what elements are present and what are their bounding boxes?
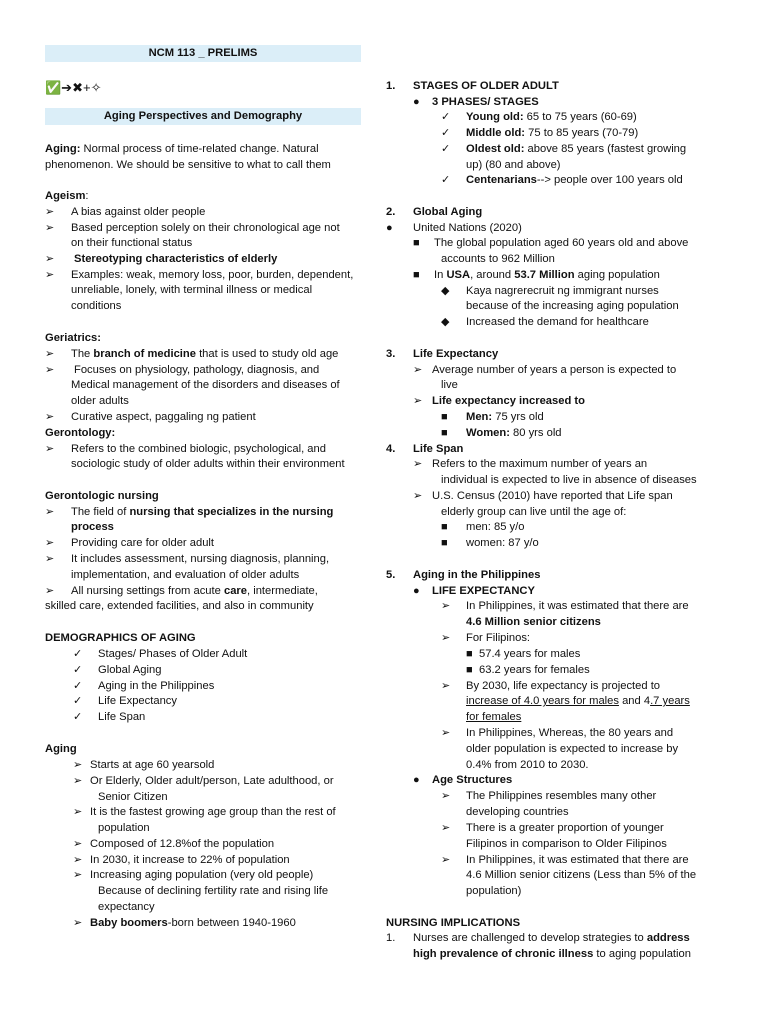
philippines-item: By 2030, life expectancy is projected to	[466, 680, 661, 692]
dot-bullet-icon: ●	[386, 222, 393, 234]
demographics-item: Life Expectancy	[98, 695, 177, 707]
geriatrics-heading: Geriatrics:	[45, 332, 101, 344]
gerontologic-nursing-heading: Gerontologic nursing	[45, 490, 159, 502]
global-aging-item: because of the increasing aging population	[466, 300, 679, 312]
philippines-item: 0.4% from 2010 to 2030.	[466, 759, 589, 771]
section-title-band	[45, 108, 361, 125]
global-aging-item: Increased the demand for healthcare	[466, 316, 649, 328]
arrow-bullet-icon: ➢	[45, 506, 55, 518]
arrow-bullet-icon: ➢	[45, 364, 55, 376]
aging-item: Composed of 12.8%of the population	[90, 838, 275, 850]
global-aging-item: The global population aged 60 years old and above	[434, 237, 689, 249]
arrow-bullet-icon: ➢	[45, 585, 55, 597]
life-expectancy-heading: Life Expectancy	[413, 348, 499, 360]
philippines-item: increase of 4.0 years for males and 4.7 years	[466, 695, 690, 707]
age-structures-item: 4.6 Million senior citizens (Less than 5% of the	[466, 869, 697, 881]
life-span-item: Refers to the maximum number of years an	[432, 458, 648, 470]
arrow-bullet-icon: ➢	[45, 537, 55, 549]
arrow-bullet-icon: ➢	[73, 854, 83, 866]
arrow-bullet-icon: ➢	[45, 443, 55, 455]
check-bullet-icon: ✓	[441, 143, 451, 155]
global-aging-item: In USA, around 53.7 Million aging population	[434, 269, 660, 281]
age-structures-item: The Philippines resembles many other	[466, 790, 657, 802]
philippines-heading: Aging in the Philippines	[413, 569, 541, 581]
arrow-bullet-icon: ➢	[441, 790, 451, 802]
check-bullet-icon: ✓	[441, 127, 451, 139]
aging-item: Because of declining fertility rate and rising life	[98, 885, 329, 897]
check-bullet-icon: ✓	[73, 711, 83, 723]
square-bullet-icon: ■	[441, 537, 448, 549]
aging-item: Baby boomers-born between 1940-1960	[90, 917, 296, 929]
life-span-item: U.S. Census (2010) have reported that Life span	[432, 490, 673, 502]
arrow-bullet-icon: ➢	[45, 222, 55, 234]
stage-item: Oldest old: above 85 years (fastest growing	[466, 143, 687, 155]
aging-item: In 2030, it increase to 22% of population	[90, 854, 290, 866]
dot-bullet-icon: ●	[413, 774, 420, 786]
arrow-bullet-icon: ➢	[45, 553, 55, 565]
check-bullet-icon: ✓	[441, 111, 451, 123]
section-number: 4.	[386, 443, 396, 455]
dot-bullet-icon: ●	[413, 585, 420, 597]
arrow-bullet-icon: ➢	[45, 269, 55, 281]
check-bullet-icon: ✓	[73, 648, 83, 660]
aging-item: population	[98, 822, 150, 834]
gerontologic-nursing-item: The field of nursing that specializes in the nursing	[71, 506, 334, 518]
gerontology-item: Refers to the combined biologic, psychological, and	[71, 443, 326, 455]
ageism-item: unreliable, lonely, with terminal illness or medical	[71, 284, 313, 296]
aging-item: Starts at age 60 yearsold	[90, 759, 215, 771]
arrow-bullet-icon: ➢	[441, 822, 451, 834]
demographics-item: Life Span	[98, 711, 146, 723]
arrow-bullet-icon: ➢	[441, 727, 451, 739]
demographics-item: Aging in the Philippines	[98, 680, 215, 692]
philippines-item: In Philippines, it was estimated that there are	[466, 600, 689, 612]
arrow-bullet-icon: ➢	[73, 775, 83, 787]
ageism-item: A bias against older people	[71, 206, 206, 218]
gerontologic-nursing-item: It includes assessment, nursing diagnosis, planning,	[71, 553, 330, 565]
age-structures-item: Filipinos in comparison to Older Filipinos	[466, 838, 667, 850]
arrow-bullet-icon: ➢	[45, 253, 55, 265]
life-expectancy-item: live	[441, 379, 458, 391]
life-span-item: men: 85 y/o	[466, 521, 525, 533]
arrow-bullet-icon: ➢	[45, 411, 55, 423]
square-bullet-icon: ■	[441, 427, 448, 439]
stages-heading: STAGES OF OLDER ADULT	[413, 80, 559, 92]
life-expectancy-item: Life expectancy increased to	[432, 395, 585, 407]
section-number: 3.	[386, 348, 396, 360]
geriatrics-item: Focuses on physiology, pathology, diagnosis, and	[74, 364, 320, 376]
ageism-item: Stereotyping characteristics of elderly	[74, 253, 278, 265]
square-bullet-icon: ■	[466, 664, 473, 676]
life-expectancy-item: Women: 80 yrs old	[466, 427, 562, 439]
arrow-bullet-icon: ➢	[413, 364, 423, 376]
age-structures-item: population)	[466, 885, 522, 897]
phases-subheading: 3 PHASES/ STAGES	[432, 96, 539, 108]
life-span-heading: Life Span	[413, 443, 464, 455]
square-bullet-icon: ■	[441, 521, 448, 533]
gerontologic-nursing-item: All nursing settings from acute care, intermediate,	[71, 585, 318, 597]
geriatrics-item: The branch of medicine that is used to study old age	[71, 348, 339, 360]
life-expectancy-item: Men: 75 yrs old	[466, 411, 544, 423]
aging-item: Senior Citizen	[98, 791, 168, 803]
square-bullet-icon: ■	[466, 648, 473, 660]
stage-item: Middle old: 75 to 85 years (70-79)	[466, 127, 639, 139]
aging-item: Increasing aging population (very old people)	[90, 869, 314, 881]
gerontology-heading: Gerontology:	[45, 427, 116, 439]
life-span-item: women: 87 y/o	[466, 537, 539, 549]
check-bullet-icon: ✓	[73, 664, 83, 676]
dot-bullet-icon: ●	[413, 96, 420, 108]
arrow-bullet-icon: ➢	[441, 600, 451, 612]
aging-item: expectancy	[98, 901, 155, 913]
aging-item: It is the fastest growing age group than the rest of	[90, 806, 336, 818]
arrow-bullet-icon: ➢	[73, 838, 83, 850]
stage-item: Centenarians--> people over 100 years old	[466, 174, 683, 186]
geriatrics-item: older adults	[71, 395, 129, 407]
aging-definition-line: Aging: Normal process of time-related change. Natural	[45, 143, 319, 155]
decorative-symbols: ✅➔✖+✧	[45, 80, 102, 95]
gerontologic-nursing-item: process	[71, 521, 114, 533]
arrow-bullet-icon: ➢	[441, 854, 451, 866]
arrow-bullet-icon: ➢	[73, 759, 83, 771]
demographics-item: Stages/ Phases of Older Adult	[98, 648, 248, 660]
global-aging-heading: Global Aging	[413, 206, 483, 218]
gerontologic-nursing-item: Providing care for older adult	[71, 537, 215, 549]
check-bullet-icon: ✓	[441, 174, 451, 186]
philippines-item: 4.6 Million senior citizens	[466, 616, 601, 628]
age-structures-subheading: Age Structures	[432, 774, 513, 786]
ageism-item: on their functional status	[71, 237, 193, 249]
nursing-implications-heading: NURSING IMPLICATIONS	[386, 917, 521, 929]
diamond-bullet-icon: ◆	[441, 316, 450, 328]
arrow-bullet-icon: ➢	[45, 348, 55, 360]
nursing-implication-item: Nurses are challenged to develop strategies to address	[413, 932, 690, 944]
ageism-item: Examples: weak, memory loss, poor, burden, dependent,	[71, 269, 354, 281]
arrow-bullet-icon: ➢	[73, 869, 83, 881]
ageism-item: conditions	[71, 300, 122, 312]
header-title-band	[45, 45, 361, 62]
philippines-item: For Filipinos:	[466, 632, 531, 644]
square-bullet-icon: ■	[441, 411, 448, 423]
gerontologic-nursing-item: skilled care, extended facilities, and also in community	[45, 600, 314, 612]
philippines-item: 63.2 years for females	[479, 664, 590, 676]
global-aging-item: accounts to 962 Million	[441, 253, 555, 265]
life-expectancy-subheading: LIFE EXPECTANCY	[432, 585, 535, 597]
arrow-bullet-icon: ➢	[441, 632, 451, 644]
life-span-item: elderly group can live until the age of:	[441, 506, 627, 518]
gerontology-item: sociologic study of older adults within their environment	[71, 458, 345, 470]
philippines-item: for females	[466, 711, 522, 723]
aging-heading: Aging	[45, 743, 77, 755]
age-structures-item: developing countries	[466, 806, 569, 818]
stage-item: up) (80 and above)	[466, 159, 561, 171]
philippines-item: In Philippines, Whereas, the 80 years and	[466, 727, 674, 739]
ageism-heading: Ageism:	[45, 190, 89, 202]
geriatrics-item: Medical management of the disorders and diseases of	[71, 379, 340, 391]
aging-item: Or Elderly, Older adult/person, Late adulthood, or	[90, 775, 334, 787]
philippines-item: 57.4 years for males	[479, 648, 581, 660]
nursing-implication-item: high prevalence of chronic illness to aging population	[413, 948, 691, 960]
arrow-bullet-icon: ➢	[413, 490, 423, 502]
check-bullet-icon: ✓	[73, 695, 83, 707]
check-bullet-icon: ✓	[73, 680, 83, 692]
life-expectancy-item: Average number of years a person is expected to	[432, 364, 677, 376]
section-number: 1.	[386, 932, 396, 944]
section-number: 5.	[386, 569, 396, 581]
global-aging-item: Kaya nagrerecruit ng immigrant nurses	[466, 285, 659, 297]
diamond-bullet-icon: ◆	[441, 285, 450, 297]
stage-item: Young old: 65 to 75 years (60-69)	[466, 111, 637, 123]
arrow-bullet-icon: ➢	[413, 458, 423, 470]
life-span-item: individual is expected to live in absence of diseases	[441, 474, 697, 486]
section-number: 1.	[386, 80, 396, 92]
global-aging-item: United Nations (2020)	[413, 222, 522, 234]
arrow-bullet-icon: ➢	[441, 680, 451, 692]
age-structures-item: There is a greater proportion of younger	[466, 822, 664, 834]
demographics-heading: DEMOGRAPHICS OF AGING	[45, 632, 196, 644]
section-number: 2.	[386, 206, 396, 218]
square-bullet-icon: ■	[413, 237, 420, 249]
age-structures-item: In Philippines, it was estimated that there are	[466, 854, 689, 866]
square-bullet-icon: ■	[413, 269, 420, 281]
aging-definition-line: phenomenon. We should be sensitive to what to call them	[45, 159, 331, 171]
demographics-item: Global Aging	[98, 664, 162, 676]
gerontologic-nursing-item: implementation, and evaluation of older adults	[71, 569, 300, 581]
section-title: Aging Perspectives and Demography	[103, 110, 303, 122]
geriatrics-item: Curative aspect, paggaling ng patient	[71, 411, 256, 423]
arrow-bullet-icon: ➢	[73, 917, 83, 929]
arrow-bullet-icon: ➢	[73, 806, 83, 818]
arrow-bullet-icon: ➢	[413, 395, 423, 407]
philippines-item: older population is expected to increase by	[466, 743, 679, 755]
header-title: NCM 113 _ PRELIMS	[148, 47, 258, 59]
ageism-item: Based perception solely on their chronological age not	[71, 222, 340, 234]
arrow-bullet-icon: ➢	[45, 206, 55, 218]
